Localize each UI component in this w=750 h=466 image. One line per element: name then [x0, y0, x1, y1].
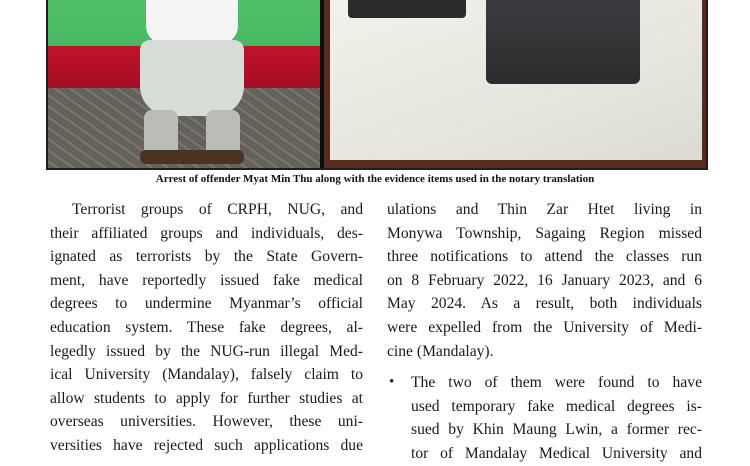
text-line: used temporary fake medical degrees is-: [411, 397, 702, 415]
text-line: ulations and Thin Zar Htet living in: [387, 201, 702, 218]
tablet-evidence: [486, 0, 640, 84]
person-shorts: [140, 40, 244, 116]
photo-caption: Arrest of offender Myat Min Thu along with the evidence items used in the notary translation: [155, 173, 595, 185]
text-line: degrees to undermine Myanmar’s official: [50, 295, 363, 313]
article-left-column: [50, 198, 363, 458]
bullet-icon: •: [389, 374, 395, 391]
text-line: ical University (Mandalay), falsely claim to: [50, 366, 363, 384]
photo-frame: [46, 0, 708, 170]
text-line: The two of them were found to have: [411, 374, 702, 392]
person-shirt: [146, 0, 238, 44]
text-line: three notifications to attend the classes run: [387, 248, 702, 266]
card-evidence: [348, 0, 466, 18]
offender-photo: [48, 0, 320, 168]
text-line: May 2024. As a result, both individuals: [387, 295, 702, 313]
text-line: overseas universities. However, these uni-: [50, 413, 363, 431]
text-line: allow students to apply for further studies at: [50, 389, 363, 407]
text-line: education system. These fake degrees, al-: [50, 318, 363, 336]
text-line: versities have rejected such applications due: [50, 436, 363, 454]
text-line: cine (Mandalay).: [387, 342, 494, 360]
text-line: Terrorist groups of CRPH, NUG, and: [72, 201, 363, 218]
text-line: ignated as terrorists by the State Govern-: [50, 248, 363, 266]
person-feet: [140, 150, 244, 164]
text-line: Monywa Township, Sagaing Region missed: [387, 224, 702, 242]
text-line: their affiliated groups and individuals, des-: [50, 224, 363, 242]
text-line: legedly issued by the NUG-run illegal Med-: [50, 342, 363, 360]
evidence-photo: [324, 0, 706, 168]
text-line: sued by Khin Maung Lwin, a former rec-: [411, 421, 702, 439]
text-line: ment, have reportedly issued fake medical: [50, 271, 363, 289]
text-line: were expelled from the University of Medi-: [387, 318, 702, 336]
paragraph-gap: [387, 363, 702, 371]
text-line: tor of Mandalay Medical University and: [411, 444, 702, 462]
bullet-item: [387, 371, 702, 465]
article-right-column: [387, 198, 702, 466]
text-line: on 8 February 2022, 16 January 2023, and 6: [387, 271, 702, 289]
